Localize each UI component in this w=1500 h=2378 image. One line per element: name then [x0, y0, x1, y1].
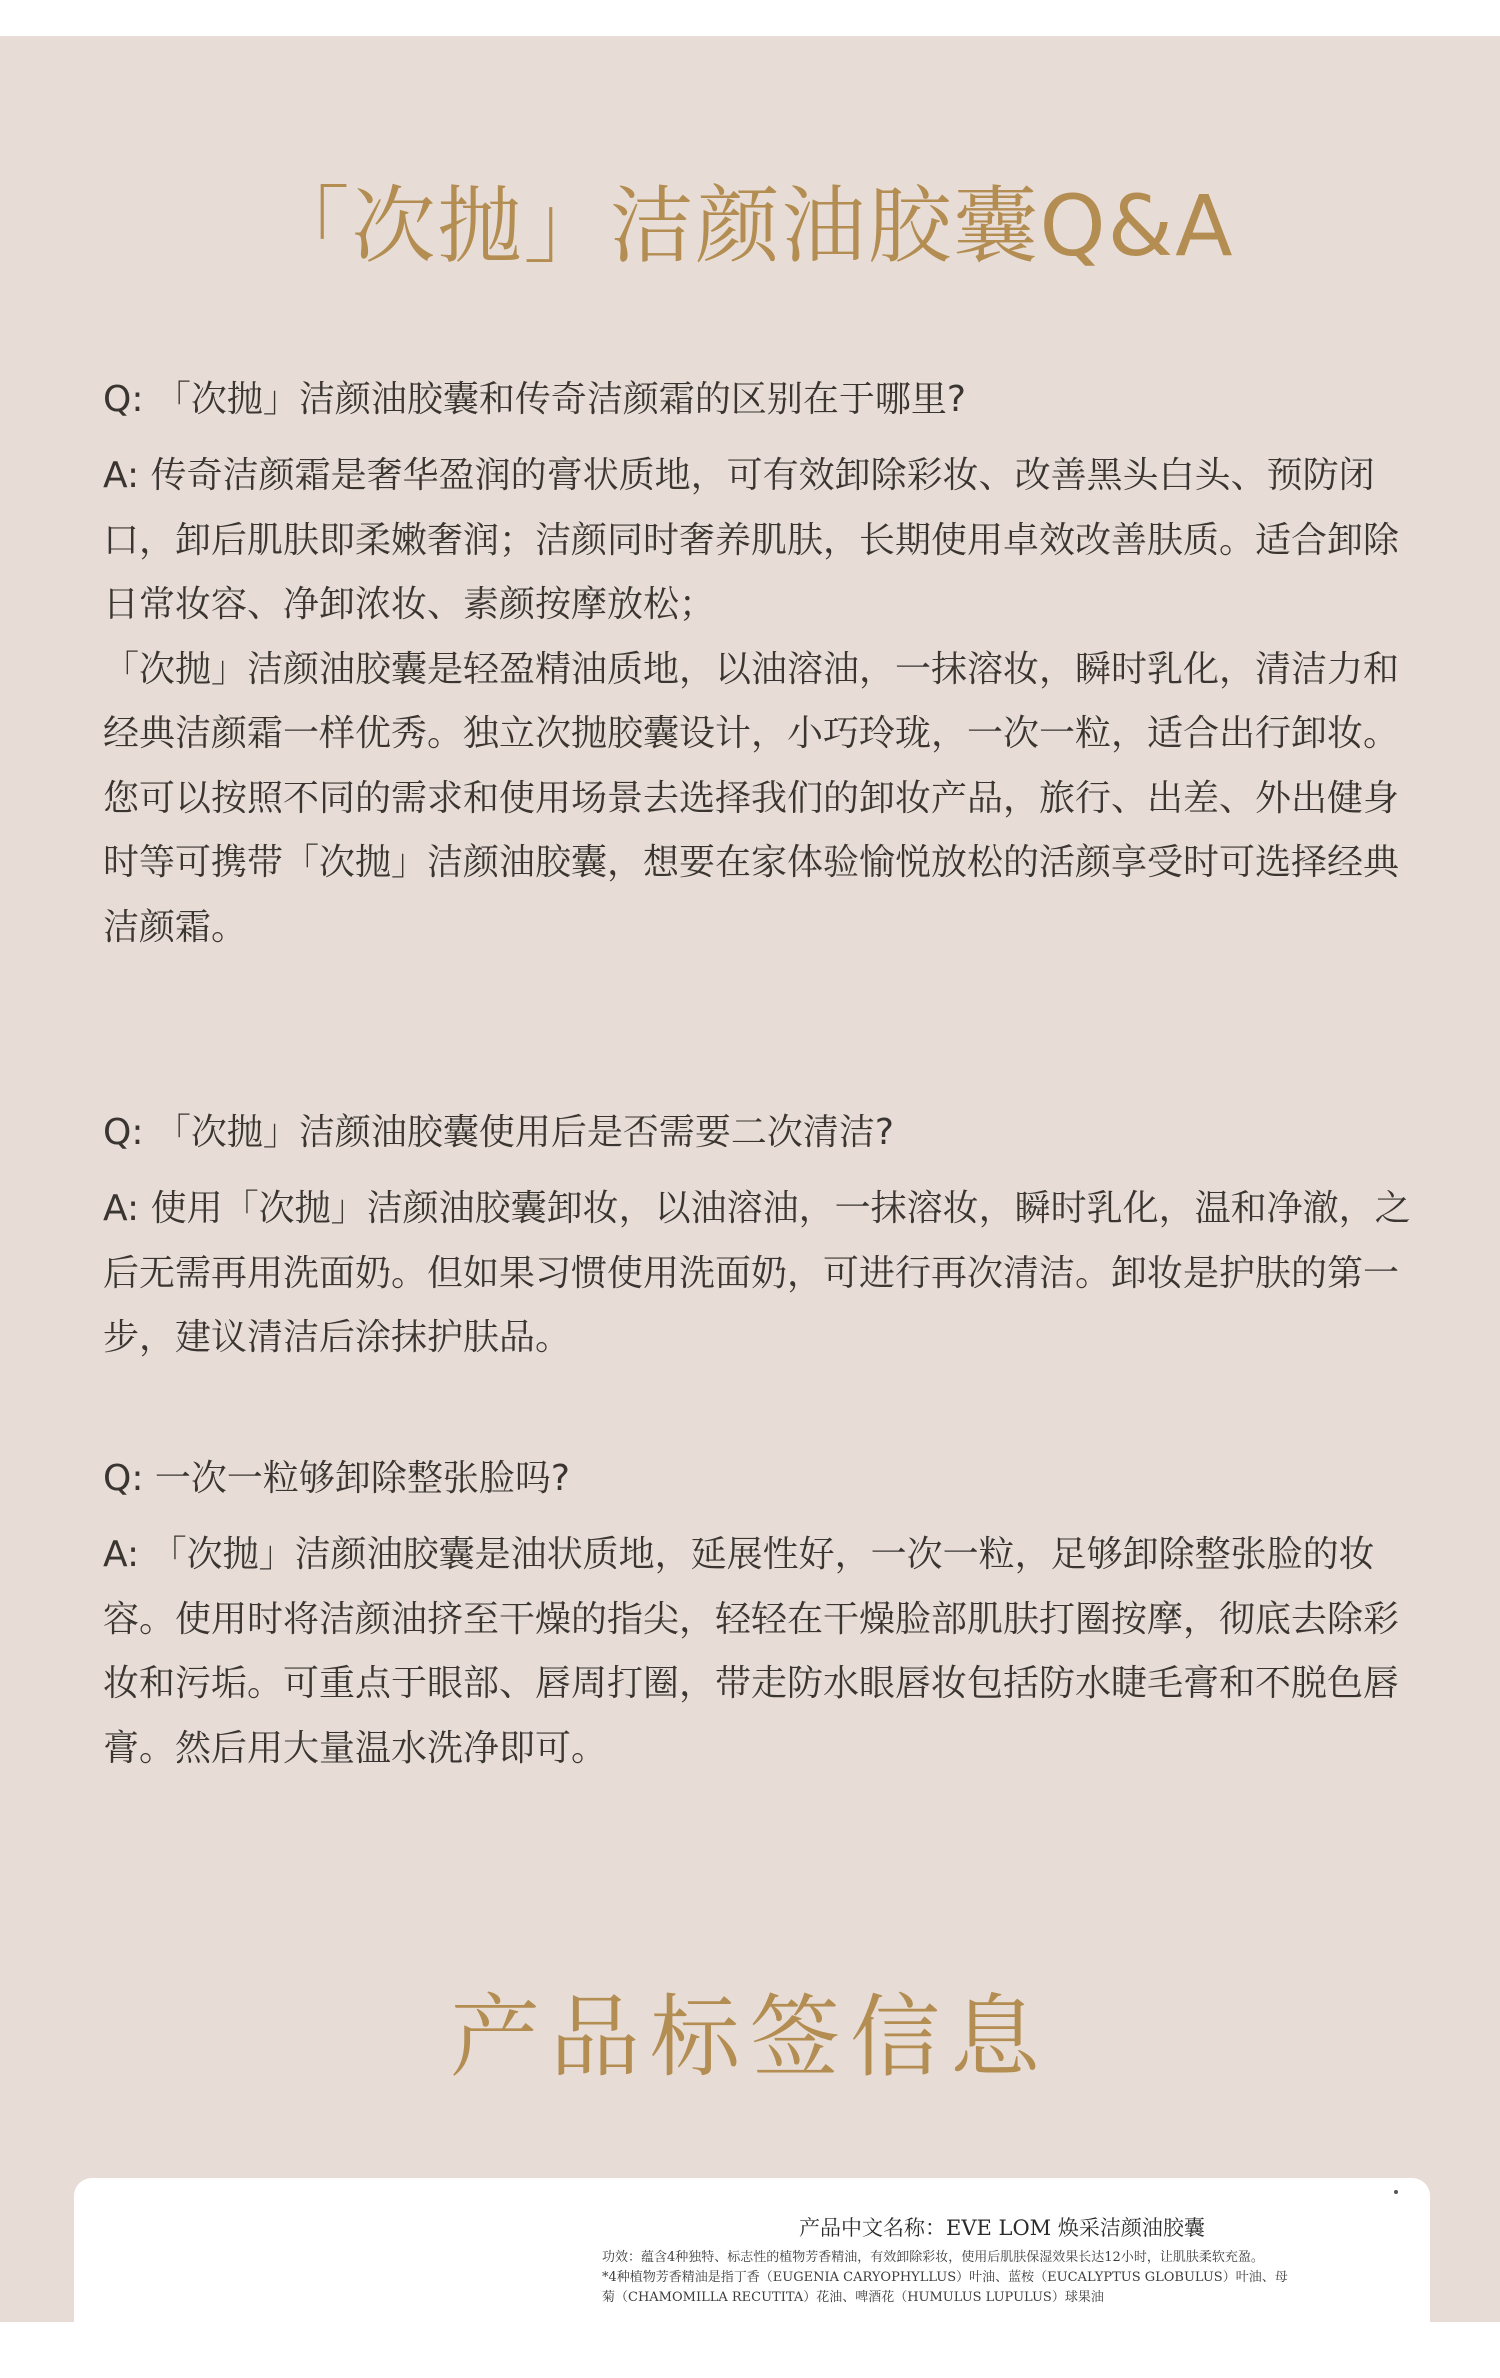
qa-question: Q: 「次抛」洁颜油胶囊使用后是否需要二次清洁? [103, 1112, 895, 1153]
qa-answer [103, 1177, 1423, 1371]
product-detail-page [0, 36, 1500, 2322]
label-product-name: 产品中文名称：EVE LOM 焕采洁颜油胶囊 [799, 2216, 1205, 2240]
qa-answer [103, 1523, 1423, 1781]
qa-question: Q: 一次一粒够卸除整张脸吗? [103, 1458, 571, 1499]
qa-item [103, 1101, 1423, 1371]
qa-answer-paragraph: A: 「次抛」洁颜油胶囊是油状质地，延展性好，一次一粒，足够卸除整张脸的妆容。使用时将洁颜油挤至干燥的指尖，轻轻在干燥脸部肌肤打圈按摩，彻底去除彩妆和污垢。可重点于眼部、唇周打圈，带走防水眼唇妆包括防水睫毛膏和不脱色唇膏。然后用大量温水洗净即可。 [103, 1534, 1400, 1769]
qa-answer [103, 444, 1423, 960]
qa-answer-paragraph: A: 传奇洁颜霜是奢华盈润的膏状质地，可有效卸除彩妆、改善黑头白头、预防闭口，卸后肌肤即柔嫩奢润；洁颜同时奢养肌肤，长期使用卓效改善肤质。适合卸除日常妆容、净卸浓妆、素颜按摩放松； [103, 455, 1400, 625]
label-mark [1394, 2190, 1398, 2194]
qa-answer-paragraph: 「次抛」洁颜油胶囊是轻盈精油质地，以油溶油，一抹溶妆，瞬时乳化，清洁力和经典洁颜霜一样优秀。独立次抛胶囊设计，小巧玲珑，一次一粒，适合出行卸妆。 [103, 648, 1400, 754]
qa-section-title: 「次抛」洁颜油胶囊Q&A [265, 177, 1235, 275]
qa-answer-paragraph: A: 使用「次抛」洁颜油胶囊卸妆，以油溶油，一抹溶妆，瞬时乳化，温和净澈，之后无需再用洗面奶。但如果习惯使用洗面奶，可进行再次清洁。卸妆是护肤的第一步，建议清洁后涂抹护肤品。 [103, 1188, 1411, 1358]
label-text [602, 2248, 1402, 2308]
qa-question: Q: 「次抛」洁颜油胶囊和传奇洁颜霜的区别在于哪里? [103, 379, 967, 420]
label-line: 菊（CHAMOMILLA RECUTITA）花油、啤酒花（HUMULUS LUPULUS）球果油 [602, 2290, 1104, 2305]
label-line: *4种植物芳香精油是指丁香（EUGENIA CARYOPHYLLUS）叶油、蓝桉（EUCALYPTUS GLOBULUS）叶油、母 [602, 2270, 1288, 2285]
product-label-image [74, 2178, 1430, 2378]
qa-answer-paragraph: 您可以按照不同的需求和使用场景去选择我们的卸妆产品，旅行、出差、外出健身时等可携带「次抛」洁颜油胶囊，想要在家体验愉悦放松的活颜享受时可选择经典洁颜霜。 [103, 777, 1400, 948]
qa-item [103, 368, 1423, 960]
qa-item [103, 1447, 1423, 1781]
label-section-title: 产品标签信息 [450, 1985, 1050, 2090]
label-line: 功效：蕴含4种独特、标志性的植物芳香精油，有效卸除彩妆，使用后肌肤保湿效果长达12小时，让肌肤柔软充盈。 [602, 2250, 1264, 2265]
